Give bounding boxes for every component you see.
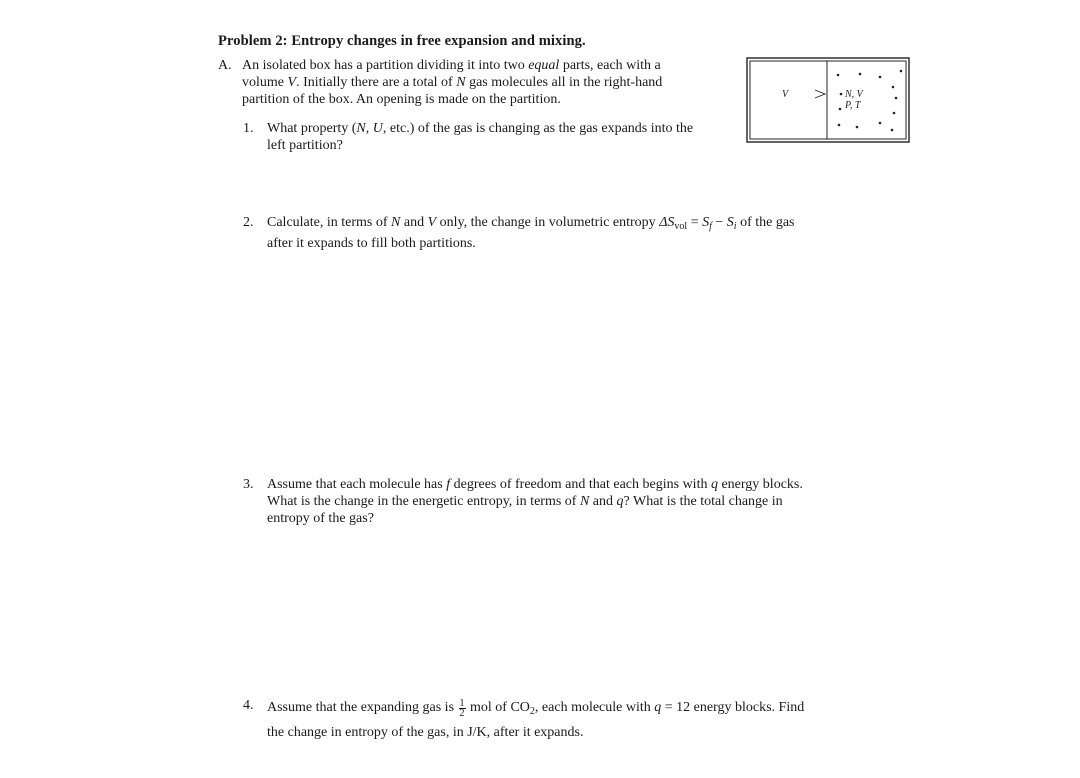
part-a-text (242, 57, 662, 108)
q4-line-2: the change in entropy of the gas, in J/K, after it expands. (267, 725, 584, 740)
gas-molecule (892, 86, 895, 89)
part-a-line-3: partition of the box. An opening is made on the partition. (242, 92, 561, 107)
q3-line-1: Assume that each molecule has f degrees of freedom and that each begins with q energy blocks. (267, 477, 803, 492)
right-partition-label-top: N, V (845, 89, 863, 100)
q2-text (267, 214, 795, 252)
part-a-line-1: An isolated box has a partition dividing it into two equal parts, each with a (242, 58, 661, 73)
box-diagram (746, 57, 910, 143)
gas-molecule (837, 74, 840, 77)
q3-line-3: entropy of the gas? (267, 511, 374, 526)
q2-number: 2. (243, 215, 254, 230)
gas-molecule (856, 126, 859, 129)
part-a-marker: A. (218, 58, 232, 73)
q1-number: 1. (243, 121, 254, 136)
gas-molecule (891, 129, 894, 132)
q3-number: 3. (243, 477, 254, 492)
q2-line-2: after it expands to fill both partitions. (267, 236, 476, 251)
gas-molecule (879, 122, 882, 125)
q4-line-1: Assume that the expanding gas is $\frac{1}{2}$ mol of $CO_2$, each molecule with q = 12 energy blocks. Find (267, 698, 805, 719)
q4-text (267, 697, 804, 743)
q1-line-1: What property (N, U, etc.) of the gas is changing as the gas expands into the (267, 121, 694, 136)
q1-text (267, 120, 693, 154)
left-partition-label: V (782, 89, 789, 100)
q4-number: 4. (243, 698, 254, 713)
q2-line-1: Calculate, in terms of N and V only, the change in volumetric entropy $\Delta S_{vol} = S_f - S_i$ of the gas (267, 215, 795, 232)
half-fraction: $\frac{1}{2}$ (459, 698, 465, 719)
part-a-line-2: volume V. Initially there are a total of N gas molecules all in the right-hand (242, 75, 663, 90)
opening-arrow-icon (815, 90, 825, 98)
right-partition-label-bottom: P, T (845, 100, 861, 111)
gas-molecule (893, 112, 896, 115)
problem-title: Problem 2: Entropy changes in free expansion and mixing. (218, 33, 586, 49)
gas-molecule (879, 76, 882, 79)
q1-line-2: left partition? (267, 138, 343, 153)
gas-molecule (838, 124, 841, 127)
gas-molecule (840, 93, 843, 96)
q3-line-2: What is the change in the energetic entropy, in terms of N and q? What is the total change in (267, 494, 783, 509)
box-inner-border (750, 61, 906, 139)
gas-molecule (859, 73, 862, 76)
gas-molecule (895, 97, 898, 100)
gas-molecule (839, 108, 842, 111)
q3-text (267, 476, 803, 527)
gas-molecule (900, 70, 903, 73)
box-outer-border (747, 58, 909, 142)
